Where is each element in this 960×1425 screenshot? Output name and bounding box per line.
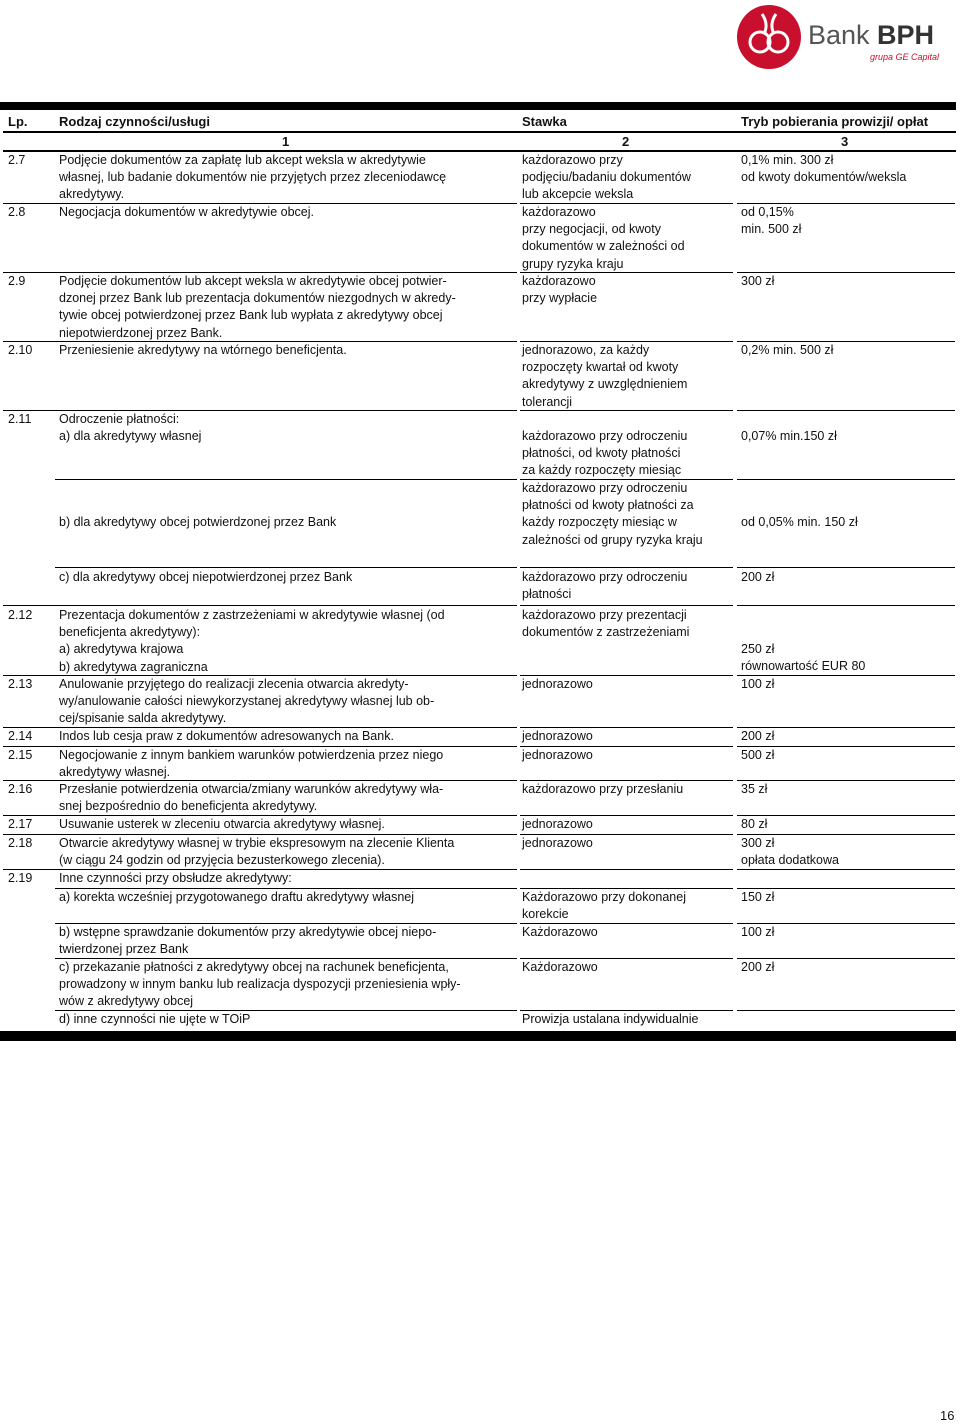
service-description: [59, 514, 336, 531]
service-description-line: wy/anulowanie całości niewykorzystanej akredytywy własnej lub ob-: [59, 694, 435, 709]
bank-bph-logo-icon: [736, 4, 802, 70]
rate-description-line: lub akcepcie weksla: [522, 187, 634, 202]
fee-mode: [741, 641, 865, 675]
rate-description-line: przy negocjacji, od kwoty: [522, 222, 661, 237]
header-service: Rodzaj czynności/usługi: [59, 114, 210, 129]
row-number: 2.16: [8, 782, 33, 796]
fee-mode: [741, 835, 839, 869]
row-separator: [55, 479, 517, 480]
service-description-line: Negocjacja dokumentów w akredytywie obcej.: [59, 205, 314, 219]
row-separator: [737, 780, 955, 781]
row-number: 2.13: [8, 677, 33, 691]
rate-description-line: Każdorazowo: [522, 925, 598, 939]
row-separator: [520, 410, 733, 411]
row-number: 2.18: [8, 836, 33, 850]
service-description: [59, 152, 446, 204]
service-description-line: Podjęcie dokumentów lub akcept weksla w akredytywie obcej potwier-: [59, 274, 447, 288]
bank-subtitle: grupa GE Capital: [870, 52, 940, 62]
header-rate: Stawka: [522, 114, 567, 129]
service-description: [59, 676, 434, 728]
rate-description-line: każdorazowo: [522, 205, 596, 219]
rate-description-line: Prowizja ustalana indywidualnie: [522, 1012, 699, 1026]
table-top-bar: [0, 102, 956, 110]
rate-description-line: Każdorazowo: [522, 960, 598, 974]
service-description-line: a) dla akredytywy własnej: [59, 429, 202, 443]
bank-name: Bank BPH: [808, 20, 935, 50]
rate-description-line: każdorazowo przy przesłaniu: [522, 782, 684, 796]
service-description-line: cej/spisanie salda akredytywy.: [59, 711, 227, 726]
row-separator: [737, 410, 955, 411]
rate-description-line: za każdy rozpoczęty miesiąc: [522, 463, 682, 478]
service-description: [59, 889, 414, 906]
fee-mode: [741, 569, 774, 586]
fee-mode-line: 200 zł: [741, 960, 775, 974]
service-description-line: akredytywy.: [59, 187, 125, 202]
fee-mode: [741, 747, 774, 764]
rate-description: [522, 273, 597, 307]
service-description-line: beneficjenta akredytywy):: [59, 625, 201, 640]
row-number: 2.19: [8, 871, 33, 885]
service-description: [59, 728, 394, 745]
rate-description-line: podjęciu/badaniu dokumentów: [522, 170, 691, 185]
rate-description-line: jednorazowo: [522, 729, 593, 743]
fee-mode-line: 300 zł: [741, 274, 775, 288]
fee-mode: [741, 152, 906, 186]
rate-description-line: przy wypłacie: [522, 291, 598, 306]
fee-mode: [741, 889, 774, 906]
rate-description: [522, 204, 685, 273]
service-description-line: niepotwierdzonej przez Bank.: [59, 325, 223, 340]
service-description-line: prowadzony w innym banku lub realizacja dyspozycji przeniesienia wpły-: [59, 977, 461, 992]
service-description-line: Usuwanie usterek w zleceniu otwarcia akredytywy własnej.: [59, 817, 385, 831]
service-description-line: b) akredytywa zagraniczna: [59, 659, 208, 674]
service-description-line: c) przekazanie płatności z akredytywy obcej na rachunek beneficjenta,: [59, 960, 449, 974]
fee-mode: [741, 342, 833, 359]
service-description-line: c) dla akredytywy obcej niepotwierdzonej przez Bank: [59, 570, 353, 584]
service-description-line: Przeniesienie akredytywy na wtórnego beneficjenta.: [59, 343, 347, 357]
fee-mode-line: 0,2% min. 500 zł: [741, 343, 834, 357]
column-number-1: 1: [282, 134, 290, 149]
fee-mode: [741, 781, 767, 798]
row-separator: [737, 605, 955, 606]
service-description-line: Negocjowanie z innym bankiem warunków potwierdzenia przez niego: [59, 748, 444, 762]
rate-description: [522, 924, 598, 941]
rate-description-line: zależności od grupy ryzyka kraju: [522, 532, 703, 547]
rate-description-line: korekcie: [522, 907, 569, 922]
service-description-line: własnej, lub badanie dokumentów nie przyjętych przez zleceniodawcę: [59, 170, 447, 185]
rate-description-line: jednorazowo: [522, 748, 593, 762]
rate-description-line: płatności, od kwoty płatności: [522, 446, 681, 461]
rate-description-line: jednorazowo: [522, 677, 593, 691]
fee-mode-line: 150 zł: [741, 890, 775, 904]
service-description: [59, 1011, 250, 1028]
row-separator: [737, 1010, 955, 1011]
rate-description: [522, 816, 593, 833]
row-number: 2.12: [8, 608, 33, 622]
rate-description-line: każdy rozpoczęty miesiąc w: [522, 515, 677, 530]
service-description-line: dzonej przez Bank lub prezentacja dokumentów niezgodnych w akredy-: [59, 291, 456, 306]
service-description-line: b) wstępne sprawdzanie dokumentów przy akredytywie obcej niepo-: [59, 925, 437, 939]
fee-mode: [741, 728, 774, 745]
service-description-line: snej bezpośrednio do beneficjenta akredytywy.: [59, 799, 318, 814]
fee-mode-line: od 0,15%: [741, 205, 794, 219]
service-description-line: tywie obcej potwierdzonej przez Bank lub wypłata z akredytywy obcej: [59, 308, 443, 323]
fee-mode-line: 200 zł: [741, 729, 775, 743]
service-description-line: Indos lub cesja praw z dokumentów adresowanych na Bank.: [59, 729, 394, 743]
service-description: [59, 411, 179, 428]
header-fee-mode: Tryb pobierania prowizji/ opłat: [741, 114, 929, 129]
fee-mode-line: od 0,05% min. 150 zł: [741, 515, 858, 529]
service-description-line: Prezentacja dokumentów z zastrzeżeniami w akredytywie własnej (od: [59, 608, 445, 622]
row-separator: [3, 605, 517, 606]
fee-mode-line: 0,07% min.150 zł: [741, 429, 837, 443]
column-number-3: 3: [841, 134, 849, 149]
service-description-line: Inne czynności przy obsłudze akredytywy:: [59, 871, 292, 885]
row-number: 2.8: [8, 205, 26, 219]
fee-mode-line: 250 zł: [741, 642, 775, 656]
rate-description-line: rozpoczęty kwartał od kwoty: [522, 360, 679, 375]
row-separator: [520, 869, 733, 870]
row-number: 2.11: [8, 412, 32, 426]
service-description: [59, 959, 461, 1011]
service-description: [59, 204, 314, 221]
column-number-2: 2: [622, 134, 630, 149]
rate-description: [522, 835, 593, 852]
fee-mode-line: 100 zł: [741, 925, 775, 939]
service-description-line: d) inne czynności nie ujęte w TOiP: [59, 1012, 251, 1026]
fee-mode: [741, 428, 837, 445]
service-description: [59, 924, 436, 958]
rate-description: [522, 569, 687, 603]
rate-description-line: każdorazowo przy: [522, 153, 623, 167]
row-number: 2.9: [8, 274, 26, 288]
service-description: [59, 607, 445, 676]
row-separator: [55, 567, 517, 568]
rate-description: [522, 152, 691, 204]
service-description: [59, 816, 385, 833]
bank-logo: [736, 4, 940, 70]
service-description-line: Anulowanie przyjętego do realizacji zlecenia otwarcia akredyty-: [59, 677, 409, 691]
rate-description: [522, 428, 687, 480]
fee-mode: [741, 273, 774, 290]
rate-description-line: każdorazowo: [522, 274, 596, 288]
rate-description-line: tolerancji: [522, 394, 573, 409]
rate-description-line: płatności: [522, 587, 572, 602]
page-number: 16: [940, 1408, 955, 1423]
service-description-line: b) dla akredytywy obcej potwierdzonej przez Bank: [59, 515, 337, 529]
rate-description-line: każdorazowo przy odroczeniu: [522, 570, 688, 584]
service-description: [59, 781, 443, 815]
service-description: [59, 747, 443, 781]
fee-mode-line: 0,1% min. 300 zł: [741, 153, 834, 167]
rate-description-line: jednorazowo: [522, 817, 593, 831]
table-bottom-bar: [0, 1031, 956, 1041]
rate-description: [522, 480, 703, 549]
service-description-line: Podjęcie dokumentów za zapłatę lub akcept weksla w akredytywie: [59, 153, 426, 167]
fee-mode: [741, 924, 774, 941]
service-description-line: Odroczenie płatności:: [59, 412, 180, 426]
row-separator: [737, 815, 955, 816]
fee-mode-line: od kwoty dokumentów/weksla: [741, 170, 907, 185]
rate-description-line: każdorazowo przy odroczeniu: [522, 429, 688, 443]
service-description-line: Otwarcie akredytywy własnej w trybie ekspresowym na zlecenie Klienta: [59, 836, 455, 850]
service-description-line: a) korekta wcześniej przygotowanego draftu akredytywy własnej: [59, 890, 415, 904]
service-description-line: a) akredytywa krajowa: [59, 642, 184, 657]
rate-description-line: dokumentów w zależności od: [522, 239, 685, 254]
rate-description: [522, 781, 683, 798]
rate-description: [522, 676, 593, 693]
service-description: [59, 342, 347, 359]
rate-description-line: Każdorazowo przy dokonanej: [522, 890, 686, 904]
row-number: 2.10: [8, 343, 33, 357]
rate-description-line: grupy ryzyka kraju: [522, 256, 624, 271]
fee-mode-line: 35 zł: [741, 782, 768, 796]
fee-mode: [741, 676, 774, 693]
service-description: [59, 870, 292, 887]
service-description-line: wów z akredytywy obcej: [59, 994, 194, 1009]
row-separator: [737, 567, 955, 568]
fee-mode: [741, 204, 801, 238]
rate-description: [522, 607, 689, 641]
rate-description: [522, 728, 593, 745]
fee-mode: [741, 816, 767, 833]
fee-mode-line: 200 zł: [741, 570, 775, 584]
rate-description-line: jednorazowo: [522, 836, 593, 850]
header-divider: [3, 131, 956, 133]
rate-description-line: każdorazowo przy prezentacji: [522, 608, 687, 622]
service-description: [59, 835, 454, 869]
service-description-line: akredytywy własnej.: [59, 765, 171, 780]
rate-description: [522, 959, 598, 976]
fee-mode: [741, 959, 774, 976]
row-number: 2.17: [8, 817, 33, 831]
fee-mode-line: 300 zł: [741, 836, 775, 850]
service-description: [59, 569, 352, 586]
rate-description: [522, 342, 687, 411]
row-separator: [737, 869, 955, 870]
rate-description: [522, 1011, 699, 1028]
rate-description-line: płatności od kwoty płatności za: [522, 498, 694, 513]
row-separator: [737, 479, 955, 480]
service-description-line: Przesłanie potwierdzenia otwarcia/zmiany warunków akredytywy wła-: [59, 782, 444, 796]
service-description: [59, 273, 456, 342]
service-description-line: (w ciągu 24 godzin od przyjęcia bezusterkowego zlecenia).: [59, 853, 385, 868]
fee-mode-line: 100 zł: [741, 677, 775, 691]
rate-description-line: jednorazowo, za każdy: [522, 343, 650, 357]
row-separator: [520, 567, 733, 568]
fee-mode-line: 80 zł: [741, 817, 768, 831]
rate-description-line: każdorazowo przy odroczeniu: [522, 481, 688, 495]
rate-description-line: dokumentów z zastrzeżeniami: [522, 625, 690, 640]
fee-mode: [741, 514, 858, 531]
rate-description: [522, 747, 593, 764]
row-number: 2.7: [8, 153, 26, 167]
fee-mode-line: min. 500 zł: [741, 222, 802, 237]
fee-mode-line: równowartość EUR 80: [741, 659, 866, 674]
fee-mode-line: 500 zł: [741, 748, 775, 762]
service-description: [59, 428, 201, 445]
service-description-line: twierdzonej przez Bank: [59, 942, 189, 957]
row-number: 2.15: [8, 748, 33, 762]
row-number: 2.14: [8, 729, 33, 743]
rate-description: [522, 889, 686, 923]
fee-mode-line: opłata dodatkowa: [741, 853, 839, 868]
row-separator: [520, 605, 733, 606]
header-lp: Lp.: [8, 114, 28, 129]
rate-description-line: akredytywy z uwzględnieniem: [522, 377, 688, 392]
